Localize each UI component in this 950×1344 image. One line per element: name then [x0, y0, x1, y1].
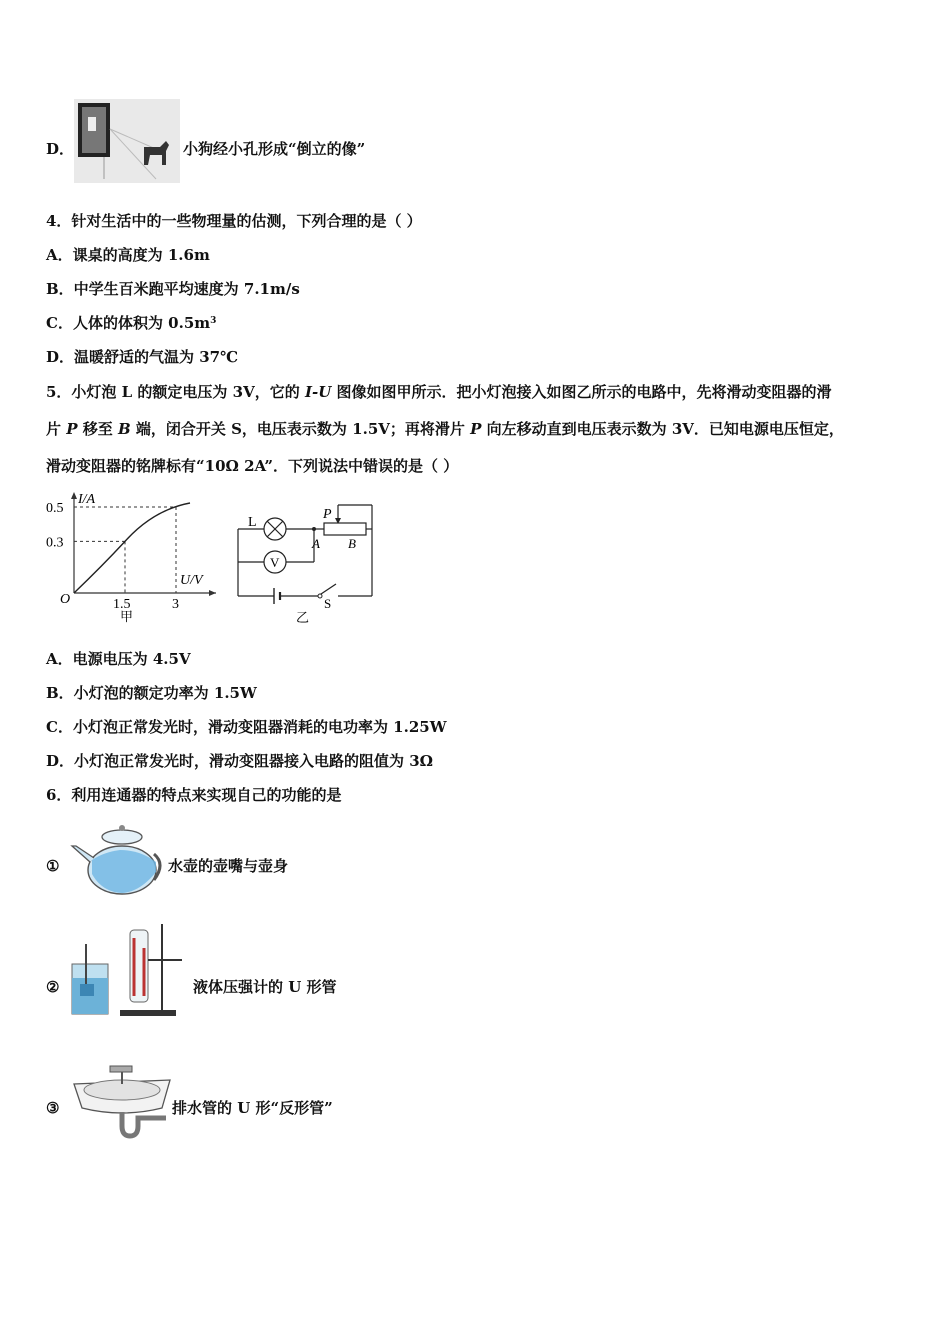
iu-graph	[40, 488, 220, 628]
q5-stem-line3: 滑动变阻器的铭牌标有“10Ω 2A”．下列说法中错误的是（ ）	[46, 457, 459, 475]
q4-option-d: D．温暖舒适的气温为 37℃	[46, 348, 239, 366]
q5-l1-a: 5．小灯泡 L 的额定电压为 3V，它的	[46, 383, 305, 401]
q5-option-a: A．电源电压为 4.5V	[46, 650, 191, 668]
q4-option-a: A．课桌的高度为 1.6m	[46, 246, 210, 264]
option-d-text: 小狗经小孔形成“倒立的像”	[183, 140, 366, 158]
switch-label: S	[324, 596, 332, 611]
rheostat	[324, 523, 366, 535]
q4-option-b: B．中学生百米跑平均速度为 7.1m/s	[46, 280, 300, 298]
q5-option-d: D．小灯泡正常发光时，滑动变阻器接入电路的阻值为 3Ω	[46, 752, 434, 770]
x-axis-label: U/V	[180, 573, 203, 588]
y-tick-label-2: 0.3	[46, 535, 64, 551]
kettle-image	[70, 820, 164, 896]
q4-option-c-sup: 3	[210, 316, 217, 326]
x-axis-arrow	[209, 590, 216, 596]
q5-l2-p2: P	[470, 420, 482, 438]
q5-l2-b: 移至	[77, 420, 118, 438]
q4-option-c	[46, 313, 216, 333]
y-axis-arrow	[71, 492, 77, 499]
option-d-label: D．	[46, 140, 75, 158]
q5-option-b: B．小灯泡的额定功率为 1.5W	[46, 684, 257, 702]
end-b-label: B	[348, 536, 356, 551]
circuit-diagram	[234, 496, 380, 626]
y-tick-label-1: 0.5	[46, 501, 64, 516]
q5-stem-line2	[46, 419, 844, 439]
q5-l2-d: 向左移动直到电压表示数为 3V．已知电源电压恒定，	[481, 420, 844, 438]
q5-l2-c: 端，闭合开关 S，电压表示数为 1.5V；再将滑片	[130, 420, 471, 438]
q5-l1-b: 图像如图甲所示．把小灯泡接入如图乙所示的电路中，先将滑动变阻器的滑	[331, 383, 832, 401]
lamp-label: L	[248, 515, 257, 530]
y-axis-label: I/A	[78, 492, 96, 507]
q6-item2-text: 液体压强计的 U 形管	[193, 978, 337, 996]
manometer-image	[70, 924, 188, 1018]
q4-option-c-text: C．人体的体积为 0.5m	[46, 314, 211, 332]
q6-item3-text: 排水管的 U 形“反形管”	[172, 1099, 333, 1117]
graph-caption: 甲	[120, 609, 134, 624]
q5-l2-p: P	[66, 420, 78, 438]
q4-stem: 4．针对生活中的一些物理量的估测，下列合理的是（ ）	[46, 212, 422, 230]
q5-l2-a: 片	[46, 420, 67, 438]
q5-l2-bb: B	[117, 420, 131, 438]
slider-label: P	[323, 507, 332, 522]
x-tick-label-1: 1.5	[113, 597, 131, 612]
pinhole-dog-image	[74, 99, 180, 183]
x-tick-label-2: 3	[172, 597, 179, 612]
q6-item1-text: 水壶的壶嘴与壶身	[168, 857, 289, 875]
iu-curve	[74, 503, 190, 593]
end-a-label: A	[312, 536, 320, 551]
q6-item2-mark: ②	[46, 978, 60, 996]
q5-stem-line1	[46, 382, 832, 402]
q6-item1-mark: ①	[46, 857, 60, 875]
sink-drain-image	[70, 1060, 172, 1140]
q5-l1-iu: I-U	[304, 383, 332, 401]
circuit-caption: 乙	[296, 610, 310, 625]
q5-option-c: C．小灯泡正常发光时，滑动变阻器消耗的电功率为 1.25W	[46, 718, 447, 736]
q6-stem: 6．利用连通器的特点来实现自己的功能的是	[46, 786, 342, 804]
voltmeter-label: V	[270, 555, 280, 570]
q6-item3-mark: ③	[46, 1099, 60, 1117]
origin-label: O	[60, 592, 71, 607]
